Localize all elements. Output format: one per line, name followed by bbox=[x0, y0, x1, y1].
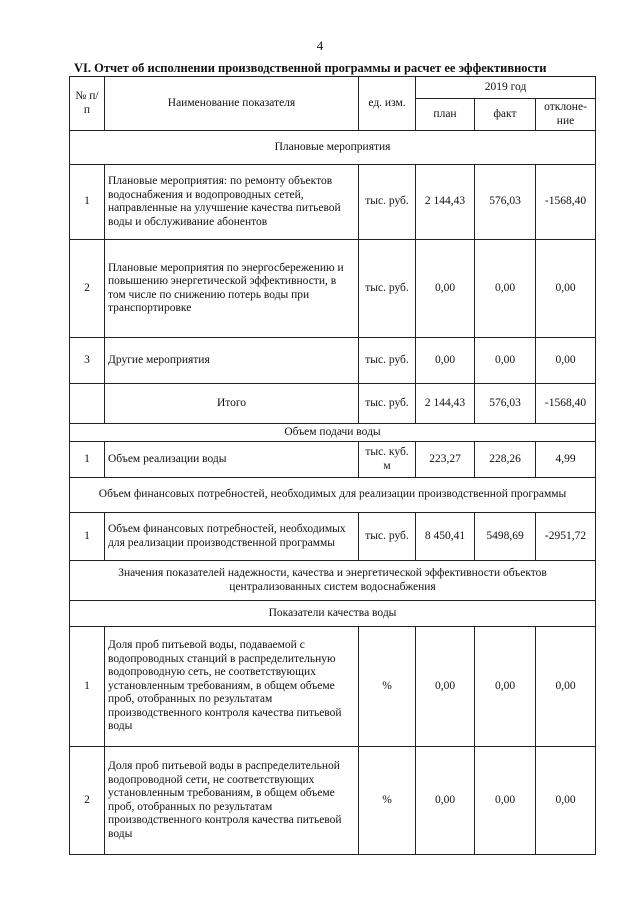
row-fact: 576,03 bbox=[475, 384, 536, 424]
row-plan: 0,00 bbox=[416, 338, 475, 384]
section-row bbox=[70, 478, 596, 513]
row-unit: тыс. руб. bbox=[359, 165, 416, 240]
table-row bbox=[70, 442, 596, 478]
row-unit: % bbox=[359, 747, 416, 855]
row-number: 3 bbox=[70, 338, 105, 384]
table-row bbox=[70, 165, 596, 240]
row-unit: тыс. руб. bbox=[359, 384, 416, 424]
header-plan: план bbox=[416, 99, 475, 131]
section-row bbox=[70, 424, 596, 442]
section-water-supply: Объем подачи воды bbox=[70, 424, 596, 442]
row-unit: % bbox=[359, 627, 416, 747]
row-number: 2 bbox=[70, 747, 105, 855]
row-plan: 8 450,41 bbox=[416, 513, 475, 561]
row-fact: 0,00 bbox=[475, 240, 536, 338]
total-label: Итого bbox=[105, 384, 359, 424]
row-name: Доля проб питьевой воды, подаваемой с водопроводных станций в распределительную водопроводную сеть, не соответствующих установленным требованиям, в общем объеме проб, отобранных по результатам производственного контроля качества питьевой воды bbox=[105, 627, 359, 747]
header-unit: ед. изм. bbox=[359, 77, 416, 131]
header-dev: отклоне-ние bbox=[536, 99, 596, 131]
section-row bbox=[70, 601, 596, 627]
section-reliability-indicators: Значения показателей надежности, качества и энергетической эффективности объектов централизованных систем водоснабжения bbox=[70, 561, 596, 601]
row-fact: 576,03 bbox=[475, 165, 536, 240]
row-dev: 4,99 bbox=[536, 442, 596, 478]
row-dev: 0,00 bbox=[536, 338, 596, 384]
report-table bbox=[69, 76, 596, 855]
row-fact: 5498,69 bbox=[475, 513, 536, 561]
row-plan: 0,00 bbox=[416, 240, 475, 338]
row-unit: тыс. руб. bbox=[359, 240, 416, 338]
total-row bbox=[70, 384, 596, 424]
row-plan: 0,00 bbox=[416, 627, 475, 747]
row-dev: -2951,72 bbox=[536, 513, 596, 561]
row-fact: 0,00 bbox=[475, 627, 536, 747]
page-number: 4 bbox=[316, 38, 324, 53]
row-name: Объем финансовых потребностей, необходимых для реализации производственной программы bbox=[105, 513, 359, 561]
row-number: 1 bbox=[70, 627, 105, 747]
section-planned-measures: Плановые мероприятия bbox=[70, 131, 596, 165]
row-plan: 2 144,43 bbox=[416, 384, 475, 424]
header-row bbox=[70, 77, 596, 99]
row-number: 1 bbox=[70, 513, 105, 561]
header-fact: факт bbox=[475, 99, 536, 131]
row-name: Объем реализации воды bbox=[105, 442, 359, 478]
row-plan: 2 144,43 bbox=[416, 165, 475, 240]
row-dev: 0,00 bbox=[536, 627, 596, 747]
row-plan: 223,27 bbox=[416, 442, 475, 478]
row-unit: тыс. руб. bbox=[359, 513, 416, 561]
header-name: Наименование показателя bbox=[105, 77, 359, 131]
row-name: Доля проб питьевой воды в распределительной водопроводной сети, не соответствующих установленным требованиям, в общем объеме проб, отобранных по результатам производственного контроля качества питьевой воды bbox=[105, 747, 359, 855]
row-name: Плановые мероприятия по энергосбережению и повышению энергетической эффективности, в том числе по снижению потерь воды при транспортировке bbox=[105, 240, 359, 338]
row-fact: 0,00 bbox=[475, 747, 536, 855]
section-water-quality: Показатели качества воды bbox=[70, 601, 596, 627]
row-number: 1 bbox=[70, 442, 105, 478]
row-unit: тыс. куб. м bbox=[359, 442, 416, 478]
table-row bbox=[70, 513, 596, 561]
row-fact: 228,26 bbox=[475, 442, 536, 478]
row-dev: -1568,40 bbox=[536, 165, 596, 240]
table-row bbox=[70, 627, 596, 747]
row-name: Плановые мероприятия: по ремонту объектов водоснабжения и водопроводных сетей, направленные на улучшение качества питьевой воды и обслуживание абонентов bbox=[105, 165, 359, 240]
row-plan: 0,00 bbox=[416, 747, 475, 855]
section-title: VI. Отчет об исполнении производственной программы и расчет ее эффективности bbox=[74, 61, 547, 75]
row-number-empty bbox=[70, 384, 105, 424]
table-row bbox=[70, 338, 596, 384]
row-dev: 0,00 bbox=[536, 240, 596, 338]
row-fact: 0,00 bbox=[475, 338, 536, 384]
section-row bbox=[70, 561, 596, 601]
table-row bbox=[70, 747, 596, 855]
row-number: 1 bbox=[70, 165, 105, 240]
row-unit: тыс. руб. bbox=[359, 338, 416, 384]
row-dev: 0,00 bbox=[536, 747, 596, 855]
row-dev: -1568,40 bbox=[536, 384, 596, 424]
row-number: 2 bbox=[70, 240, 105, 338]
row-name: Другие мероприятия bbox=[105, 338, 359, 384]
section-row bbox=[70, 131, 596, 165]
header-num: № п/п bbox=[70, 77, 105, 131]
section-financial-needs: Объем финансовых потребностей, необходимых для реализации производственной программы bbox=[70, 478, 596, 513]
table-row bbox=[70, 240, 596, 338]
header-year: 2019 год bbox=[416, 77, 596, 99]
